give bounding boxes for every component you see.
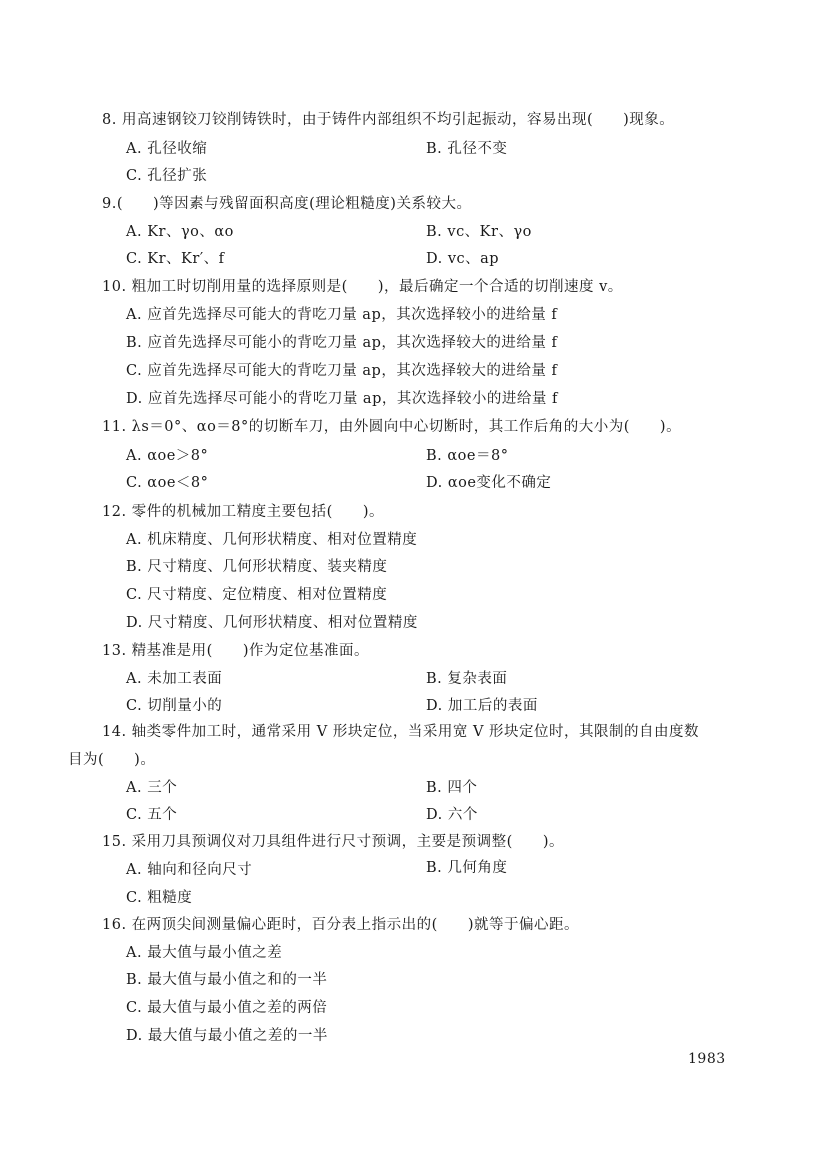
question-9-option-d: D. vc、ap — [426, 251, 500, 267]
question-10-option-a: A. 应首先选择尽可能大的背吃刀量 ap，其次选择较小的进给量 f — [126, 307, 558, 323]
question-8-stem: 8. 用高速钢铰刀铰削铸铁时，由于铸件内部组织不均引起振动，容易出现( )现象。 — [102, 112, 675, 128]
question-12-option-b: B. 尺寸精度、几何形状精度、装夹精度 — [126, 559, 388, 575]
question-12-option-c: C. 尺寸精度、定位精度、相对位置精度 — [126, 587, 388, 603]
page-number: 1983 — [688, 1051, 726, 1067]
question-9-option-a: A. Kr、γo、αo — [126, 224, 234, 240]
question-13-option-c: C. 切削量小的 — [126, 698, 223, 714]
question-11-option-c: C. αoe＜8° — [126, 475, 209, 491]
question-16-option-b: B. 最大值与最小值之和的一半 — [126, 972, 328, 988]
question-10-option-b: B. 应首先选择尽可能小的背吃刀量 ap，其次选择较大的进给量 f — [126, 335, 558, 351]
question-9-option-c: C. Kr、Kr′、f — [126, 251, 225, 267]
question-16-option-a: A. 最大值与最小值之差 — [126, 945, 283, 961]
question-14-stem-continued: 目为( )。 — [68, 752, 156, 768]
question-14-stem: 14. 轴类零件加工时，通常采用 V 形块定位，当采用宽 V 形块定位时，其限制的自由度数 — [102, 724, 700, 740]
question-11-option-b: B. αoe＝8° — [426, 448, 509, 464]
question-10-option-d: D. 应首先选择尽可能小的背吃刀量 ap，其次选择较小的进给量 f — [126, 391, 558, 407]
question-16-stem: 16. 在两顶尖间测量偏心距时，百分表上指示出的( )就等于偏心距。 — [102, 917, 579, 933]
question-8-option-c: C. 孔径扩张 — [126, 168, 208, 184]
question-10-stem: 10. 粗加工时切削用量的选择原则是( )，最后确定一个合适的切削速度 v。 — [102, 279, 623, 295]
question-12-stem: 12. 零件的机械加工精度主要包括( )。 — [102, 504, 384, 520]
question-14-option-c: C. 五个 — [126, 807, 178, 823]
question-9-stem: 9.( )等因素与残留面积高度(理论粗糙度)关系较大。 — [102, 196, 472, 212]
question-12-option-d: D. 尺寸精度、几何形状精度、相对位置精度 — [126, 615, 418, 631]
question-16-option-c: C. 最大值与最小值之差的两倍 — [126, 1000, 328, 1016]
question-13-option-a: A. 未加工表面 — [126, 671, 223, 687]
question-9-option-b: B. vc、Kr、γo — [426, 224, 532, 240]
question-11-stem: 11. λs＝0°、αo＝8°的切断车刀，由外圆向中心切断时，其工作后角的大小为( )。 — [102, 419, 682, 435]
question-13-stem: 13. 精基准是用( )作为定位基准面。 — [102, 643, 369, 659]
question-15-option-c: C. 粗糙度 — [126, 890, 193, 906]
question-14-option-a: A. 三个 — [126, 780, 178, 796]
question-8-option-b: B. 孔径不变 — [426, 141, 508, 157]
question-15-stem: 15. 采用刀具预调仪对刀具组件进行尺寸预调，主要是预调整( )。 — [102, 834, 564, 850]
question-11-option-d: D. αoe变化不确定 — [426, 475, 552, 491]
question-16-option-d: D. 最大值与最小值之差的一半 — [126, 1028, 328, 1044]
question-12-option-a: A. 机床精度、几何形状精度、相对位置精度 — [126, 532, 418, 548]
question-10-option-c: C. 应首先选择尽可能大的背吃刀量 ap，其次选择较大的进给量 f — [126, 363, 558, 379]
question-11-option-a: A. αoe＞8° — [126, 448, 209, 464]
question-8-option-a: A. 孔径收缩 — [126, 141, 208, 157]
question-15-option-a: A. 轴向和径向尺寸 — [126, 862, 253, 878]
question-13-option-b: B. 复杂表面 — [426, 671, 508, 687]
question-13-option-d: D. 加工后的表面 — [426, 698, 538, 714]
question-14-option-d: D. 六个 — [426, 807, 478, 823]
question-14-option-b: B. 四个 — [426, 780, 478, 796]
question-15-option-b: B. 几何角度 — [426, 860, 508, 876]
